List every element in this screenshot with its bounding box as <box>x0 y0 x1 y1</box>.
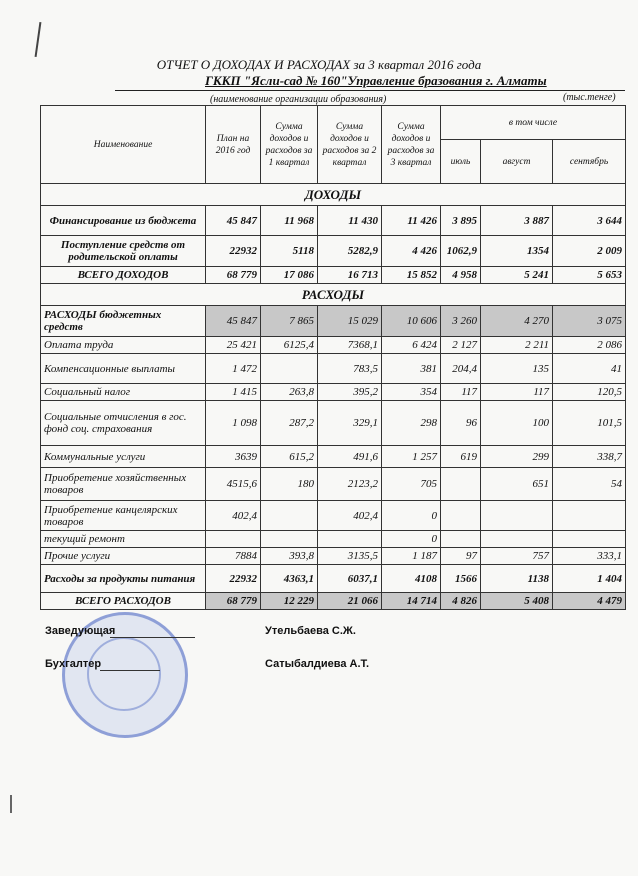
cell-q1 <box>261 354 318 384</box>
cell-q1: 11 968 <box>261 206 318 236</box>
header-including: в том числе <box>441 106 626 140</box>
cell-august: 2 211 <box>481 337 553 354</box>
header-august: август <box>481 140 553 184</box>
row-label: Социальные отчисления в гос. фонд соц. страхования <box>41 401 206 446</box>
signature-line <box>100 670 160 671</box>
cell-q1: 287,2 <box>261 401 318 446</box>
cell-july: 96 <box>441 401 481 446</box>
cell-q3: 4 426 <box>382 236 441 267</box>
cell-q3: 4108 <box>382 565 441 593</box>
cell-september: 3 644 <box>553 206 626 236</box>
cell-plan: 25 421 <box>206 337 261 354</box>
table-row <box>41 531 626 548</box>
cell-q2: 15 029 <box>318 306 382 337</box>
header-q2: Сумма доходов и расходов за 2 квартал <box>318 106 382 184</box>
cell-q3: 1 187 <box>382 548 441 565</box>
section-title: ДОХОДЫ <box>41 184 626 206</box>
cell-q3: 0 <box>382 501 441 531</box>
cell-august: 117 <box>481 384 553 401</box>
cell-q1: 263,8 <box>261 384 318 401</box>
cell-september <box>553 531 626 548</box>
row-label: Коммунальные услуги <box>41 446 206 468</box>
cell-plan: 22932 <box>206 236 261 267</box>
table-row <box>41 565 626 593</box>
row-label: Расходы за продукты питания <box>41 565 206 593</box>
cell-september: 1 404 <box>553 565 626 593</box>
cell-q2: 3135,5 <box>318 548 382 565</box>
cell-august: 651 <box>481 468 553 501</box>
row-label: Оплата труда <box>41 337 206 354</box>
header-name: Наименование <box>41 106 206 184</box>
cell-q1: 12 229 <box>261 593 318 610</box>
cell-q2: 6037,1 <box>318 565 382 593</box>
cell-september: 333,1 <box>553 548 626 565</box>
row-label: Поступление средств от родительской оплаты <box>41 236 206 267</box>
cell-plan: 45 847 <box>206 206 261 236</box>
cell-q2: 21 066 <box>318 593 382 610</box>
pen-mark <box>10 795 12 813</box>
divider <box>115 90 625 91</box>
cell-q3: 10 606 <box>382 306 441 337</box>
cell-august: 5 241 <box>481 267 553 284</box>
signature-line <box>110 637 195 638</box>
cell-plan: 7884 <box>206 548 261 565</box>
table-row <box>41 593 626 610</box>
cell-q1: 615,2 <box>261 446 318 468</box>
cell-q2: 402,4 <box>318 501 382 531</box>
table-row <box>41 468 626 501</box>
row-label: Прочие услуги <box>41 548 206 565</box>
cell-september: 2 009 <box>553 236 626 267</box>
cell-august: 1138 <box>481 565 553 593</box>
cell-q1: 6125,4 <box>261 337 318 354</box>
cell-q3: 705 <box>382 468 441 501</box>
header-q1: Сумма доходов и расходов за 1 квартал <box>261 106 318 184</box>
cell-september: 4 479 <box>553 593 626 610</box>
cell-plan: 1 098 <box>206 401 261 446</box>
cell-q3: 381 <box>382 354 441 384</box>
cell-plan: 68 779 <box>206 593 261 610</box>
cell-july: 1062,9 <box>441 236 481 267</box>
cell-q2: 2123,2 <box>318 468 382 501</box>
cell-plan: 3639 <box>206 446 261 468</box>
row-label: ВСЕГО РАСХОДОВ <box>41 593 206 610</box>
cell-july: 2 127 <box>441 337 481 354</box>
cell-august: 1354 <box>481 236 553 267</box>
table-row <box>41 501 626 531</box>
table-row <box>41 384 626 401</box>
organization-name: ГККП "Ясли-сад № 160"Управление бразования г. Алматы <box>205 73 547 88</box>
cell-q3: 354 <box>382 384 441 401</box>
signatory-name: Сатыбалдиева А.Т. <box>265 658 370 670</box>
cell-plan: 45 847 <box>206 306 261 337</box>
cell-q2: 7368,1 <box>318 337 382 354</box>
section-row <box>41 284 626 306</box>
cell-september: 101,5 <box>553 401 626 446</box>
table-row <box>41 548 626 565</box>
header-september: сентябрь <box>553 140 626 184</box>
cell-q1 <box>261 501 318 531</box>
cell-september: 3 075 <box>553 306 626 337</box>
cell-july: 204,4 <box>441 354 481 384</box>
row-label: РАСХОДЫ бюджетных средств <box>41 306 206 337</box>
table-row <box>41 206 626 236</box>
table-row <box>41 354 626 384</box>
organization-caption: (наименование организации образования) <box>210 94 387 105</box>
cell-july: 4 826 <box>441 593 481 610</box>
row-label: текущий ремонт <box>41 531 206 548</box>
cell-july <box>441 501 481 531</box>
cell-q2 <box>318 531 382 548</box>
cell-q1: 7 865 <box>261 306 318 337</box>
cell-september: 338,7 <box>553 446 626 468</box>
cell-q3: 1 257 <box>382 446 441 468</box>
cell-q1: 17 086 <box>261 267 318 284</box>
table-row <box>41 446 626 468</box>
cell-august: 100 <box>481 401 553 446</box>
row-label: Социальный налог <box>41 384 206 401</box>
cell-plan: 22932 <box>206 565 261 593</box>
cell-august: 757 <box>481 548 553 565</box>
signatory-name: Утельбаева С.Ж. <box>265 625 356 637</box>
cell-july: 3 260 <box>441 306 481 337</box>
cell-q2: 11 430 <box>318 206 382 236</box>
cell-plan <box>206 531 261 548</box>
cell-july: 3 895 <box>441 206 481 236</box>
section-title: РАСХОДЫ <box>41 284 626 306</box>
cell-august: 135 <box>481 354 553 384</box>
income-expense-table <box>40 105 626 610</box>
report-title: ОТЧЕТ О ДОХОДАХ И РАСХОДАХ за 3 квартал 2016 года <box>156 57 482 72</box>
header-plan: План на 2016 год <box>206 106 261 184</box>
cell-august: 5 408 <box>481 593 553 610</box>
cell-september: 41 <box>553 354 626 384</box>
cell-q2: 5282,9 <box>318 236 382 267</box>
row-label: Приобретение хозяйственных товаров <box>41 468 206 501</box>
header-q3: Сумма доходов и расходов за 3 квартал <box>382 106 441 184</box>
cell-q3: 15 852 <box>382 267 441 284</box>
signature-role: Заведующая <box>45 625 116 637</box>
cell-august <box>481 501 553 531</box>
cell-plan: 1 415 <box>206 384 261 401</box>
signature-role: Бухгалтер <box>45 658 102 670</box>
cell-q1 <box>261 531 318 548</box>
cell-august: 299 <box>481 446 553 468</box>
row-label: ВСЕГО ДОХОДОВ <box>41 267 206 284</box>
cell-september: 120,5 <box>553 384 626 401</box>
cell-september: 54 <box>553 468 626 501</box>
table-row <box>41 401 626 446</box>
row-label: Приобретение канцелярских товаров <box>41 501 206 531</box>
cell-july <box>441 531 481 548</box>
cell-q3: 6 424 <box>382 337 441 354</box>
header-july: июль <box>441 140 481 184</box>
table-row <box>41 236 626 267</box>
cell-september <box>553 501 626 531</box>
cell-q3: 11 426 <box>382 206 441 236</box>
cell-july: 97 <box>441 548 481 565</box>
table-row <box>41 267 626 284</box>
cell-plan: 4515,6 <box>206 468 261 501</box>
cell-q2: 329,1 <box>318 401 382 446</box>
cell-july: 1566 <box>441 565 481 593</box>
cell-july <box>441 468 481 501</box>
row-label: Финансирование из бюджета <box>41 206 206 236</box>
cell-august <box>481 531 553 548</box>
units-label: (тыс.тенге) <box>563 92 616 103</box>
cell-q1: 180 <box>261 468 318 501</box>
cell-q1: 393,8 <box>261 548 318 565</box>
cell-july: 619 <box>441 446 481 468</box>
cell-august: 3 887 <box>481 206 553 236</box>
table-row <box>41 306 626 337</box>
cell-q2: 395,2 <box>318 384 382 401</box>
cell-q1: 5118 <box>261 236 318 267</box>
table-row <box>41 337 626 354</box>
cell-q3: 0 <box>382 531 441 548</box>
cell-september: 2 086 <box>553 337 626 354</box>
cell-q1: 4363,1 <box>261 565 318 593</box>
cell-plan: 402,4 <box>206 501 261 531</box>
cell-q3: 14 714 <box>382 593 441 610</box>
row-label: Компенсационные выплаты <box>41 354 206 384</box>
cell-q2: 16 713 <box>318 267 382 284</box>
section-row <box>41 184 626 206</box>
cell-q2: 491,6 <box>318 446 382 468</box>
cell-plan: 1 472 <box>206 354 261 384</box>
cell-august: 4 270 <box>481 306 553 337</box>
cell-q2: 783,5 <box>318 354 382 384</box>
cell-september: 5 653 <box>553 267 626 284</box>
cell-july: 4 958 <box>441 267 481 284</box>
cell-plan: 68 779 <box>206 267 261 284</box>
cell-q3: 298 <box>382 401 441 446</box>
pen-mark <box>35 22 42 57</box>
cell-july: 117 <box>441 384 481 401</box>
